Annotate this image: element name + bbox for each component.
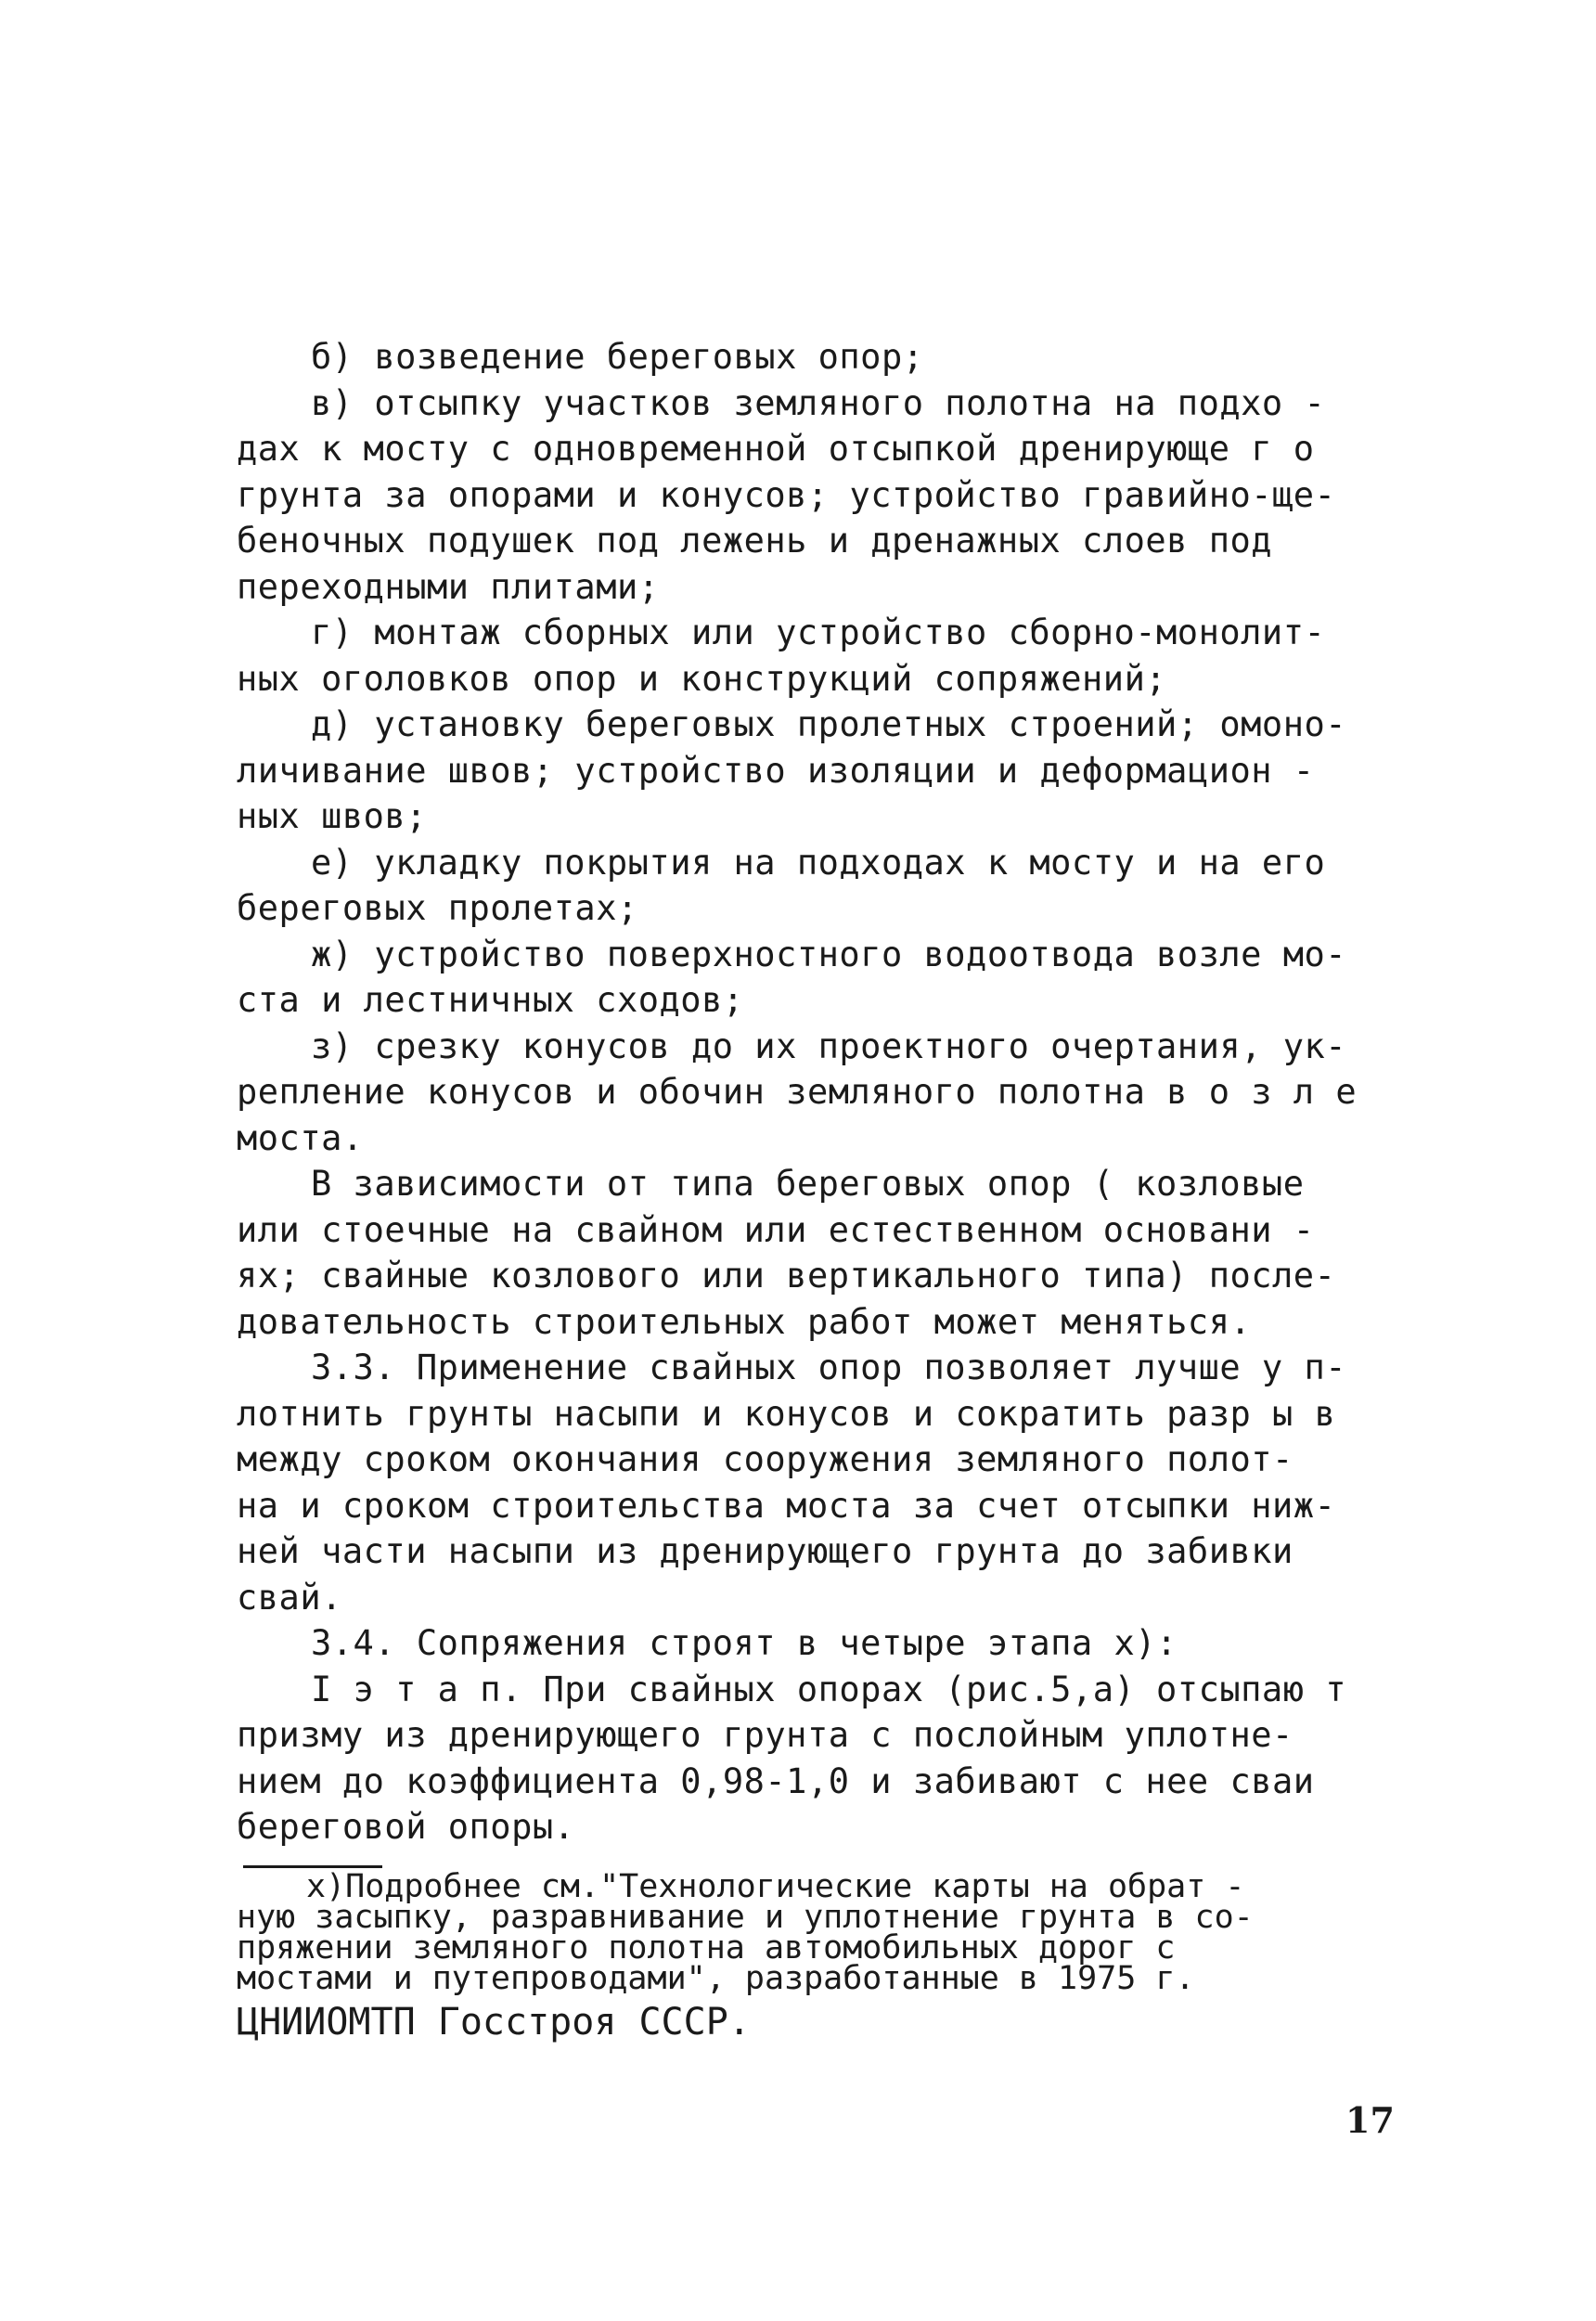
footnote-line: ЦНИИОМТП Госстроя СССР.: [237, 2001, 751, 2044]
text-line: б) возведение береговых опор;: [311, 337, 924, 377]
text-line: дах к мосту с одновременной отсыпкой дренирующе г о: [237, 429, 1315, 469]
text-line: личивание швов; устройство изоляции и деформацион -: [237, 750, 1315, 791]
text-line: В зависимости от типа береговых опор ( козловые: [311, 1164, 1305, 1204]
text-line: лотнить грунты насыпи и конусов и сократить разр ы в: [237, 1393, 1336, 1434]
text-line: ста и лестничных сходов;: [237, 980, 744, 1020]
footnote-line: x)Подробнее см."Технологические карты на обрат -: [306, 1868, 1245, 1905]
text-line: е) укладку покрытия на подходах к мосту и на его: [311, 842, 1326, 883]
text-line: между сроком окончания сооружения земляного полот-: [237, 1439, 1294, 1479]
text-line: ях; свайные козлового или вертикального типа) после-: [237, 1256, 1336, 1296]
text-line: береговой опоры.: [237, 1807, 575, 1847]
body-text: [237, 334, 1406, 1850]
text-line: или стоечные на свайном или естественном основани -: [237, 1209, 1315, 1250]
text-line: свай.: [237, 1577, 342, 1618]
text-line: береговых пролетах;: [237, 888, 638, 928]
text-line: I э т а п. При свайных опорах (рис.5,а) отсыпаю т: [311, 1669, 1347, 1709]
text-line: з) срезку конусов до их проектного очертания, ук-: [311, 1025, 1347, 1066]
footnote-line: мостами и путепроводами", разработанные в 1975 г.: [237, 1960, 1195, 1997]
text-line: в) отсыпку участков земляного полотна на подхо -: [311, 382, 1326, 423]
page-number: 17: [1345, 2099, 1395, 2141]
text-line: 3.4. Сопряжения строят в четыре этапа x):: [311, 1623, 1178, 1663]
text-line: на и сроком строительства моста за счет отсыпки ниж-: [237, 1485, 1336, 1526]
text-line: ж) устройство поверхностного водоотвода возле мо-: [311, 934, 1347, 974]
text-line: призму из дренирующего грунта с послойным уплотне-: [237, 1715, 1294, 1755]
text-line: д) установку береговых пролетных строений; омоно-: [311, 704, 1347, 744]
text-line: ных швов;: [237, 796, 427, 836]
text-line: г) монтаж сборных или устройство сборно-монолит-: [311, 612, 1326, 652]
text-line: беночных подушек под лежень и дренажных слоев под: [237, 521, 1273, 561]
footnote-line: ную засыпку, разравнивание и уплотнение грунта в со-: [237, 1899, 1254, 1936]
text-line: переходными плитами;: [237, 566, 660, 607]
text-line: ных оголовков опор и конструкций сопряжений;: [237, 658, 1167, 699]
footnote-line: пряжении земляного полотна автомобильных дорог с: [237, 1929, 1176, 1966]
footnote: [237, 1868, 1415, 2050]
text-line: грунта за опорами и конусов; устройство гравийно-ще-: [237, 474, 1336, 515]
text-line: 3.3. Применение свайных опор позволяет лучше у п-: [311, 1347, 1347, 1387]
text-line: нием до коэффициента 0,98-1,0 и забивают с нее сваи: [237, 1760, 1315, 1801]
text-line: репление конусов и обочин земляного полотна в о з л е: [237, 1072, 1358, 1112]
text-line: довательность строительных работ может меняться.: [237, 1301, 1252, 1342]
text-line: моста.: [237, 1117, 364, 1158]
text-line: ней части насыпи из дренирующего грунта до забивки: [237, 1531, 1294, 1571]
